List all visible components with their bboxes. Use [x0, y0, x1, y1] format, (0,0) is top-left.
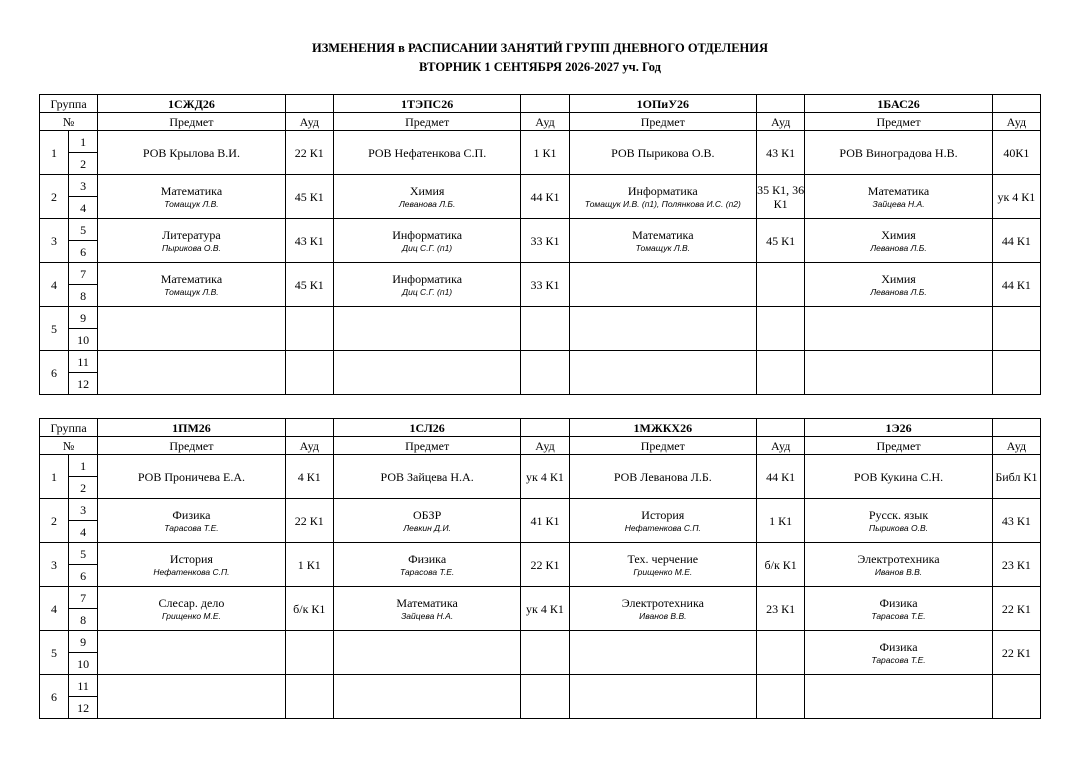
- subject-name: Физика: [172, 507, 211, 522]
- room-cell: 23 К1: [757, 587, 805, 631]
- room-cell: 33 К1: [521, 219, 569, 263]
- room-cell: 43 К1: [757, 131, 805, 175]
- lesson-cell: [805, 587, 993, 631]
- lesson-cell: [98, 131, 286, 175]
- lesson-number: 9: [69, 307, 98, 329]
- room-cell: [521, 351, 569, 395]
- subject-name: Электротехника: [621, 595, 704, 610]
- lesson-cell: [569, 675, 757, 719]
- lesson-cell: [333, 219, 521, 263]
- group-spacer-cell: [521, 419, 569, 437]
- subject-name: Информатика: [627, 183, 698, 198]
- number-label: №: [40, 437, 98, 455]
- lesson-cell: [805, 499, 993, 543]
- teacher-name: Пырикова О.В.: [161, 242, 221, 253]
- lesson-cell: [333, 175, 521, 219]
- room-column-header: Ауд: [992, 113, 1040, 131]
- room-cell: [757, 351, 805, 395]
- pair-number: 2: [40, 175, 69, 219]
- teacher-name: Диц С.Г. (п1): [402, 286, 453, 297]
- pair-number: 1: [40, 131, 69, 175]
- subject-name: Информатика: [392, 227, 463, 242]
- pair-number: 6: [40, 351, 69, 395]
- lesson-cell: [569, 499, 757, 543]
- lesson-cell: [98, 263, 286, 307]
- group-label: Группа: [40, 419, 98, 437]
- room-cell: 45 К1: [285, 263, 333, 307]
- group-name: 1БАС26: [805, 95, 993, 113]
- teacher-name: Тарасова Т.Е.: [871, 610, 926, 621]
- number-label: №: [40, 113, 98, 131]
- teacher-name: Тарасова Т.Е.: [399, 566, 455, 577]
- lesson-number: 4: [69, 197, 98, 219]
- subject-name: Информатика: [392, 271, 463, 286]
- teacher-name: Томащук Л.В.: [635, 242, 691, 253]
- lesson-cell: [333, 499, 521, 543]
- teacher-name: Нефатенкова С.П.: [153, 566, 230, 577]
- subject-column-header: Предмет: [569, 113, 757, 131]
- lesson-row: [40, 263, 1041, 285]
- room-cell: 44 К1: [521, 175, 569, 219]
- teacher-name: Томащук И.В. (п1), Полянкова И.С. (п2): [584, 198, 741, 209]
- lesson-cell: [569, 631, 757, 675]
- room-cell: [757, 675, 805, 719]
- subject-name: Математика: [160, 183, 223, 198]
- lesson-cell: [569, 307, 757, 351]
- room-cell: 22 К1: [285, 131, 333, 175]
- room-cell: 35 К1, 36 К1: [757, 175, 805, 219]
- lesson-cell: [333, 631, 521, 675]
- lesson-cell: [333, 455, 521, 499]
- lesson-cell: [569, 351, 757, 395]
- pair-number: 5: [40, 631, 69, 675]
- lesson-cell: [333, 675, 521, 719]
- lesson-number: 2: [69, 153, 98, 175]
- lesson-number: 1: [69, 131, 98, 153]
- subject-name: Физика: [879, 595, 918, 610]
- room-cell: 44 К1: [992, 263, 1040, 307]
- lesson-number: 12: [69, 697, 98, 719]
- teacher-name: Леванова Л.Б.: [398, 198, 456, 209]
- room-cell: 43 К1: [285, 219, 333, 263]
- lesson-number: 1: [69, 455, 98, 477]
- subject-name: Физика: [879, 639, 918, 654]
- subject-name: Русск. язык: [868, 507, 929, 522]
- lesson-row: [40, 675, 1041, 697]
- subject-name: Физика: [408, 551, 447, 566]
- lesson-cell: [98, 307, 286, 351]
- teacher-name: Пырикова О.В.: [869, 522, 928, 533]
- room-cell: ук 4 К1: [992, 175, 1040, 219]
- subject-name: РОВ Леванова Л.Б.: [613, 469, 712, 484]
- room-cell: 22 К1: [992, 587, 1040, 631]
- group-header-row: [40, 95, 1041, 113]
- pair-number: 3: [40, 219, 69, 263]
- subject-name: РОВ Зайцева Н.А.: [380, 469, 474, 484]
- lesson-cell: [569, 263, 757, 307]
- page-subtitle: ВТОРНИК 1 СЕНТЯБРЯ 2026-2027 уч. Год: [418, 60, 662, 74]
- room-cell: 45 К1: [285, 175, 333, 219]
- subject-name: Слесар. дело: [158, 595, 225, 610]
- lesson-number: 10: [69, 653, 98, 675]
- column-header-row: [40, 437, 1041, 455]
- lesson-row: [40, 499, 1041, 521]
- pair-number: 4: [40, 263, 69, 307]
- room-cell: 40К1: [992, 131, 1040, 175]
- subject-name: История: [641, 507, 685, 522]
- room-cell: [285, 307, 333, 351]
- room-cell: [285, 675, 333, 719]
- group-header-row: [40, 419, 1041, 437]
- room-cell: ук 4 К1: [521, 587, 569, 631]
- lesson-cell: [98, 351, 286, 395]
- pair-number: 2: [40, 499, 69, 543]
- room-column-header: Ауд: [285, 437, 333, 455]
- subject-name: ОБЗР: [413, 507, 442, 522]
- group-spacer-cell: [992, 95, 1040, 113]
- subject-name: История: [169, 551, 213, 566]
- subject-column-header: Предмет: [98, 113, 286, 131]
- lesson-cell: [805, 307, 993, 351]
- lesson-number: 7: [69, 263, 98, 285]
- lesson-cell: [805, 675, 993, 719]
- lesson-cell: [98, 175, 286, 219]
- room-cell: 45 К1: [757, 219, 805, 263]
- lesson-cell: [98, 219, 286, 263]
- lesson-row: [40, 631, 1041, 653]
- room-cell: [992, 307, 1040, 351]
- room-column-header: Ауд: [992, 437, 1040, 455]
- lesson-cell: [569, 219, 757, 263]
- lesson-cell: [98, 499, 286, 543]
- lesson-cell: [333, 307, 521, 351]
- group-spacer-cell: [521, 95, 569, 113]
- teacher-name: Нефатенкова С.П.: [624, 522, 701, 533]
- lesson-cell: [569, 543, 757, 587]
- lesson-cell: [805, 175, 993, 219]
- subject-name: Тех. черчение: [627, 551, 699, 566]
- lesson-cell: [98, 543, 286, 587]
- lesson-row: [40, 131, 1041, 153]
- room-cell: [285, 631, 333, 675]
- lesson-number: 12: [69, 373, 98, 395]
- subject-name: Математика: [632, 227, 694, 242]
- group-name: 1СЛ26: [333, 419, 521, 437]
- subject-name: РОВ Кукина С.Н.: [853, 469, 944, 484]
- teacher-name: Леванова Л.Б.: [870, 242, 927, 253]
- subject-name: РОВ Проничева Е.А.: [137, 469, 246, 484]
- teacher-name: Грищенко М.Е.: [161, 610, 221, 621]
- lesson-cell: [333, 543, 521, 587]
- pair-number: 4: [40, 587, 69, 631]
- subject-name: РОВ Виноградова Н.В.: [839, 145, 958, 160]
- lesson-cell: [333, 587, 521, 631]
- lesson-number: 9: [69, 631, 98, 653]
- lesson-cell: [805, 455, 993, 499]
- group-name: 1Э26: [805, 419, 993, 437]
- room-cell: [285, 351, 333, 395]
- lesson-row: [40, 587, 1041, 609]
- pair-number: 5: [40, 307, 69, 351]
- lesson-cell: [569, 131, 757, 175]
- pair-number: 1: [40, 455, 69, 499]
- column-header-row: [40, 113, 1041, 131]
- subject-name: РОВ Крылова В.И.: [142, 145, 240, 160]
- subject-name: Литература: [162, 227, 221, 242]
- teacher-name: Томащук Л.В.: [164, 198, 219, 209]
- subject-name: Химия: [881, 271, 916, 286]
- group-spacer-cell: [757, 419, 805, 437]
- lesson-number: 8: [69, 285, 98, 307]
- pair-number: 3: [40, 543, 69, 587]
- teacher-name: Иванов В.В.: [639, 610, 687, 621]
- lesson-cell: [98, 675, 286, 719]
- lesson-row: [40, 351, 1041, 373]
- teacher-name: Левкин Д.И.: [403, 522, 451, 533]
- lesson-cell: [98, 455, 286, 499]
- group-name: 1ТЭПС26: [333, 95, 521, 113]
- room-cell: 44 К1: [757, 455, 805, 499]
- lesson-cell: [98, 587, 286, 631]
- lesson-number: 4: [69, 521, 98, 543]
- room-cell: [521, 631, 569, 675]
- room-cell: 44 К1: [992, 219, 1040, 263]
- teacher-name: Томащук Л.В.: [164, 286, 219, 297]
- subject-name: РОВ Нефатенкова С.П.: [368, 145, 487, 160]
- group-label: Группа: [40, 95, 98, 113]
- room-column-header: Ауд: [521, 437, 569, 455]
- room-column-header: Ауд: [285, 113, 333, 131]
- lesson-number: 5: [69, 219, 98, 241]
- subject-name: Электротехника: [857, 551, 940, 566]
- room-column-header: Ауд: [757, 437, 805, 455]
- subject-name: РОВ Пырикова О.В.: [611, 145, 715, 160]
- lesson-number: 7: [69, 587, 98, 609]
- lesson-cell: [333, 351, 521, 395]
- page-title: ИЗМЕНЕНИЯ в РАСПИСАНИИ ЗАНЯТИЙ ГРУПП ДНЕВНОГО ОТДЕЛЕНИЯ: [311, 41, 769, 55]
- lesson-cell: [805, 543, 993, 587]
- schedule-table-1: [39, 94, 1041, 395]
- subject-name: Математика: [867, 183, 930, 198]
- room-cell: 23 К1: [992, 543, 1040, 587]
- room-cell: 4 К1: [285, 455, 333, 499]
- lesson-row: [40, 307, 1041, 329]
- room-cell: 22 К1: [521, 543, 569, 587]
- room-cell: 1 К1: [521, 131, 569, 175]
- lesson-number: 2: [69, 477, 98, 499]
- group-name: 1ПМ26: [98, 419, 286, 437]
- lesson-number: 3: [69, 499, 98, 521]
- room-cell: б/к К1: [757, 543, 805, 587]
- group-spacer-cell: [285, 95, 333, 113]
- group-name: 1МЖКХ26: [569, 419, 757, 437]
- teacher-name: Иванов В.В.: [874, 566, 923, 577]
- subject-column-header: Предмет: [333, 113, 521, 131]
- pair-number: 6: [40, 675, 69, 719]
- room-column-header: Ауд: [521, 113, 569, 131]
- lesson-row: [40, 175, 1041, 197]
- group-spacer-cell: [757, 95, 805, 113]
- room-cell: 41 К1: [521, 499, 569, 543]
- lesson-number: 3: [69, 175, 98, 197]
- teacher-name: Диц С.Г. (п1): [402, 242, 453, 253]
- lesson-cell: [805, 219, 993, 263]
- room-cell: 43 К1: [992, 499, 1040, 543]
- lesson-number: 6: [69, 241, 98, 263]
- subject-column-header: Предмет: [333, 437, 521, 455]
- subject-column-header: Предмет: [805, 437, 993, 455]
- subject-name: Химия: [409, 183, 445, 198]
- lesson-cell: [98, 631, 286, 675]
- lesson-number: 11: [69, 675, 98, 697]
- group-spacer-cell: [285, 419, 333, 437]
- lesson-cell: [805, 131, 993, 175]
- teacher-name: Тарасова Т.Е.: [164, 522, 219, 533]
- room-cell: [757, 263, 805, 307]
- lesson-number: 11: [69, 351, 98, 373]
- lesson-cell: [333, 131, 521, 175]
- subject-name: Химия: [881, 227, 916, 242]
- lesson-row: [40, 455, 1041, 477]
- teacher-name: Леванова Л.Б.: [870, 286, 927, 297]
- group-spacer-cell: [992, 419, 1040, 437]
- room-cell: 33 К1: [521, 263, 569, 307]
- room-cell: Библ К1: [992, 455, 1040, 499]
- lesson-cell: [569, 455, 757, 499]
- lesson-number: 10: [69, 329, 98, 351]
- room-cell: 1 К1: [757, 499, 805, 543]
- lesson-cell: [569, 587, 757, 631]
- room-cell: 22 К1: [992, 631, 1040, 675]
- subject-name: Математика: [160, 271, 223, 286]
- group-name: 1СЖД26: [98, 95, 286, 113]
- room-cell: б/к К1: [285, 587, 333, 631]
- room-cell: [992, 351, 1040, 395]
- lesson-number: 8: [69, 609, 98, 631]
- teacher-name: Грищенко М.Е.: [633, 566, 693, 577]
- teacher-name: Зайцева Н.А.: [872, 198, 925, 209]
- room-cell: [757, 631, 805, 675]
- room-cell: [757, 307, 805, 351]
- teacher-name: Зайцева Н.А.: [401, 610, 454, 621]
- lesson-cell: [569, 175, 757, 219]
- subject-column-header: Предмет: [805, 113, 993, 131]
- room-cell: [992, 675, 1040, 719]
- lesson-cell: [805, 263, 993, 307]
- room-cell: [521, 675, 569, 719]
- lesson-cell: [805, 631, 993, 675]
- room-cell: 1 К1: [285, 543, 333, 587]
- schedule-table-2: [39, 418, 1041, 719]
- lesson-number: 6: [69, 565, 98, 587]
- lesson-row: [40, 543, 1041, 565]
- room-cell: 22 К1: [285, 499, 333, 543]
- subject-column-header: Предмет: [98, 437, 286, 455]
- lesson-cell: [333, 263, 521, 307]
- teacher-name: Тарасова Т.Е.: [871, 654, 926, 665]
- subject-column-header: Предмет: [569, 437, 757, 455]
- room-cell: [521, 307, 569, 351]
- group-name: 1ОПиУ26: [569, 95, 757, 113]
- room-column-header: Ауд: [757, 113, 805, 131]
- lesson-row: [40, 219, 1041, 241]
- room-cell: ук 4 К1: [521, 455, 569, 499]
- subject-name: Математика: [396, 595, 458, 610]
- lesson-cell: [805, 351, 993, 395]
- lesson-number: 5: [69, 543, 98, 565]
